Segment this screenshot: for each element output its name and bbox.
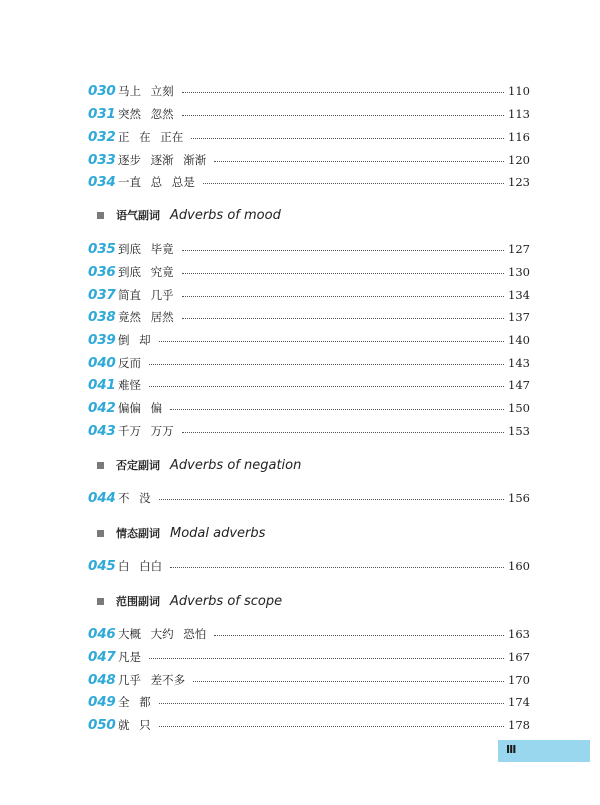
- toc-entry[interactable]: [88, 239, 530, 259]
- section-header: [97, 455, 301, 475]
- entry-title: 千万 万万: [118, 424, 174, 438]
- section-title-en: Adverbs of scope: [170, 593, 283, 609]
- dot-leader: [182, 250, 504, 251]
- entry-number: 040: [88, 355, 116, 371]
- entry-number: 046: [88, 626, 116, 642]
- toc-entry[interactable]: [88, 624, 530, 644]
- toc-entry[interactable]: [88, 330, 530, 350]
- dot-leader: [182, 296, 504, 297]
- entry-title: 逐步 逐渐 渐渐: [118, 153, 207, 167]
- entry-title: 一直 总 总是: [118, 175, 195, 189]
- toc-entry[interactable]: [88, 262, 530, 282]
- section-title-en: Adverbs of negation: [170, 457, 302, 473]
- entry-page: 156: [508, 491, 530, 505]
- entry-title: 偏偏 偏: [118, 401, 163, 415]
- toc-entry[interactable]: [88, 421, 530, 441]
- toc-entry[interactable]: [88, 375, 530, 395]
- entry-title: 正 在 正在: [118, 130, 184, 144]
- entry-page: 143: [508, 356, 530, 370]
- entry-title: 凡是: [118, 650, 141, 664]
- dot-leader: [159, 726, 504, 727]
- entry-title: 竟然 居然: [118, 310, 174, 324]
- entry-number: 036: [88, 264, 116, 280]
- toc-entry[interactable]: [88, 127, 530, 147]
- dot-leader: [170, 567, 504, 568]
- dot-leader: [182, 432, 504, 433]
- dot-leader: [182, 115, 504, 116]
- entry-title: 全 都: [118, 695, 151, 709]
- square-bullet-icon: [97, 530, 104, 537]
- entry-page: 123: [508, 175, 530, 189]
- entry-title: 到底 究竟: [118, 265, 174, 279]
- toc-entry[interactable]: [88, 647, 530, 667]
- entry-page: 163: [508, 627, 530, 641]
- dot-leader: [193, 681, 504, 682]
- entry-page: 170: [508, 673, 530, 687]
- entry-title: 反而: [118, 356, 141, 370]
- dot-leader: [214, 635, 504, 636]
- entry-number: 043: [88, 423, 116, 439]
- entry-page: 140: [508, 333, 530, 347]
- entry-page: 134: [508, 288, 530, 302]
- entry-page: 174: [508, 695, 530, 709]
- section-title-zh: 语气副词: [116, 209, 160, 222]
- section-header: [97, 591, 282, 611]
- toc-entry[interactable]: [88, 150, 530, 170]
- section-title-zh: 否定副词: [116, 459, 160, 472]
- entry-number: 035: [88, 241, 116, 257]
- entry-number: 049: [88, 694, 116, 710]
- page-marker: Ⅲ: [506, 743, 517, 756]
- entry-number: 037: [88, 287, 116, 303]
- dot-leader: [159, 341, 504, 342]
- entry-page: 130: [508, 265, 530, 279]
- entry-page: 127: [508, 242, 530, 256]
- entry-title: 倒 却: [118, 333, 151, 347]
- toc-entry[interactable]: [88, 670, 530, 690]
- dot-leader: [182, 318, 504, 319]
- toc-entry[interactable]: [88, 398, 530, 418]
- entry-page: 178: [508, 718, 530, 732]
- entry-title: 不 没: [118, 491, 151, 505]
- entry-number: 047: [88, 649, 116, 665]
- dot-leader: [149, 364, 504, 365]
- entry-number: 033: [88, 152, 116, 168]
- entry-title: 就 只: [118, 718, 151, 732]
- entry-number: 032: [88, 129, 116, 145]
- entry-page: 167: [508, 650, 530, 664]
- toc-entry[interactable]: [88, 172, 530, 192]
- entry-number: 050: [88, 717, 116, 733]
- dot-leader: [182, 92, 504, 93]
- entry-number: 044: [88, 490, 116, 506]
- section-title-zh: 范围副词: [116, 595, 160, 608]
- toc-entry[interactable]: [88, 307, 530, 327]
- entry-title: 大概 大约 恐怕: [118, 627, 207, 641]
- entry-number: 031: [88, 106, 116, 122]
- toc-entry[interactable]: [88, 81, 530, 101]
- square-bullet-icon: [97, 212, 104, 219]
- entry-page: 113: [508, 107, 530, 121]
- entry-page: 160: [508, 559, 530, 573]
- entry-number: 039: [88, 332, 116, 348]
- entry-number: 041: [88, 377, 116, 393]
- dot-leader: [159, 703, 504, 704]
- dot-leader: [159, 499, 504, 500]
- entry-number: 038: [88, 309, 116, 325]
- entry-number: 030: [88, 83, 116, 99]
- section-title-en: Adverbs of mood: [170, 207, 281, 223]
- dot-leader: [149, 658, 504, 659]
- entry-title: 简直 几乎: [118, 288, 174, 302]
- entry-page: 147: [508, 378, 530, 392]
- square-bullet-icon: [97, 462, 104, 469]
- dot-leader: [182, 273, 504, 274]
- dot-leader: [214, 161, 504, 162]
- dot-leader: [191, 138, 504, 139]
- entry-number: 048: [88, 672, 116, 688]
- entry-title: 白 白白: [118, 559, 163, 573]
- section-header: [97, 205, 281, 225]
- dot-leader: [203, 183, 504, 184]
- section-title-en: Modal adverbs: [170, 525, 266, 541]
- toc-entry[interactable]: [88, 488, 530, 508]
- entry-page: 110: [508, 84, 530, 98]
- entry-page: 153: [508, 424, 530, 438]
- entry-number: 045: [88, 558, 116, 574]
- entry-title: 几乎 差不多: [118, 673, 186, 687]
- entry-page: 116: [508, 130, 530, 144]
- entry-title: 难怪: [118, 378, 141, 392]
- toc-entry[interactable]: [88, 556, 530, 576]
- entry-page: 150: [508, 401, 530, 415]
- toc-entry[interactable]: [88, 715, 530, 735]
- entry-title: 马上 立刻: [118, 84, 174, 98]
- entry-number: 042: [88, 400, 116, 416]
- toc-entry[interactable]: [88, 692, 530, 712]
- dot-leader: [170, 409, 504, 410]
- toc-entry[interactable]: [88, 353, 530, 373]
- entry-page: 137: [508, 310, 530, 324]
- toc-entry[interactable]: [88, 104, 530, 124]
- entry-title: 到底 毕竟: [118, 242, 174, 256]
- section-title-zh: 情态副词: [116, 527, 160, 540]
- toc-entry[interactable]: [88, 285, 530, 305]
- section-header: [97, 523, 265, 543]
- entry-page: 120: [508, 153, 530, 167]
- entry-number: 034: [88, 174, 116, 190]
- entry-title: 突然 忽然: [118, 107, 174, 121]
- square-bullet-icon: [97, 598, 104, 605]
- dot-leader: [149, 386, 504, 387]
